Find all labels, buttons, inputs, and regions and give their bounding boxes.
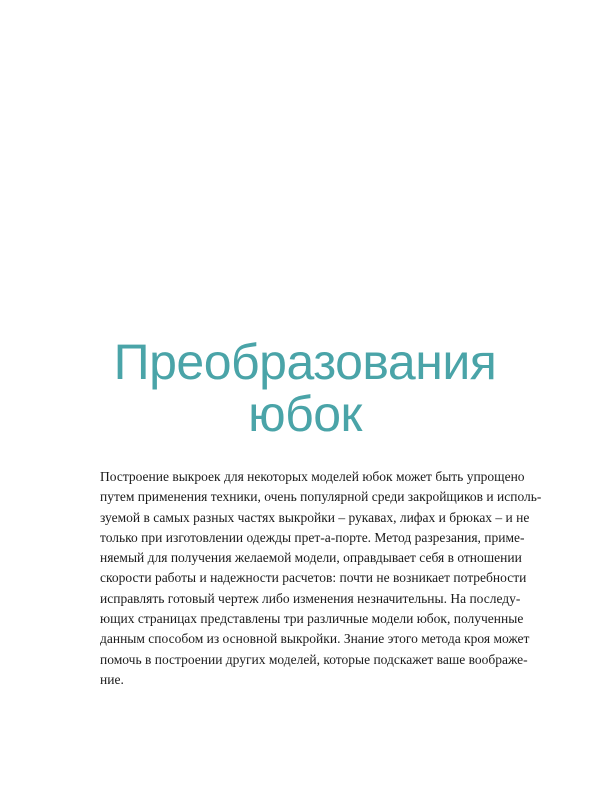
paragraph-line: исправлять готовый чертеж либо изменения незначительны. На последу- xyxy=(100,590,521,606)
page-title-line-2: юбок xyxy=(248,386,362,442)
page-title-line-1: Преобразования xyxy=(113,334,497,390)
paragraph-line: няемый для получения желаемой модели, оправдывает себя в отношении xyxy=(100,550,522,566)
paragraph-line: путем применения техники, очень популярной среди закройщиков и исполь- xyxy=(100,489,542,505)
paragraph-line: Построение выкроек для некоторых моделей юбок может быть упрощено xyxy=(100,469,525,484)
body-paragraph xyxy=(100,467,542,690)
paragraph-line: только при изготовлении одежды прет-а-порте. Метод разрезания, приме- xyxy=(100,529,525,545)
page-title xyxy=(0,336,610,440)
paragraph-line: скорости работы и надежности расчетов: почти не возникает потребности xyxy=(100,570,527,586)
paragraph-line: зуемой в самых разных частях выкройки – рукавах, лифах и брюках – и не xyxy=(100,509,530,525)
paragraph-line: ние. xyxy=(100,671,124,687)
paragraph-line: помочь в построении других моделей, которые подскажет ваше воображе- xyxy=(100,651,528,667)
paragraph-line: данным способом из основной выкройки. Знание этого метода кроя может xyxy=(100,631,530,647)
paragraph-line: ющих страницах представлены три различные модели юбок, полученные xyxy=(100,611,524,627)
